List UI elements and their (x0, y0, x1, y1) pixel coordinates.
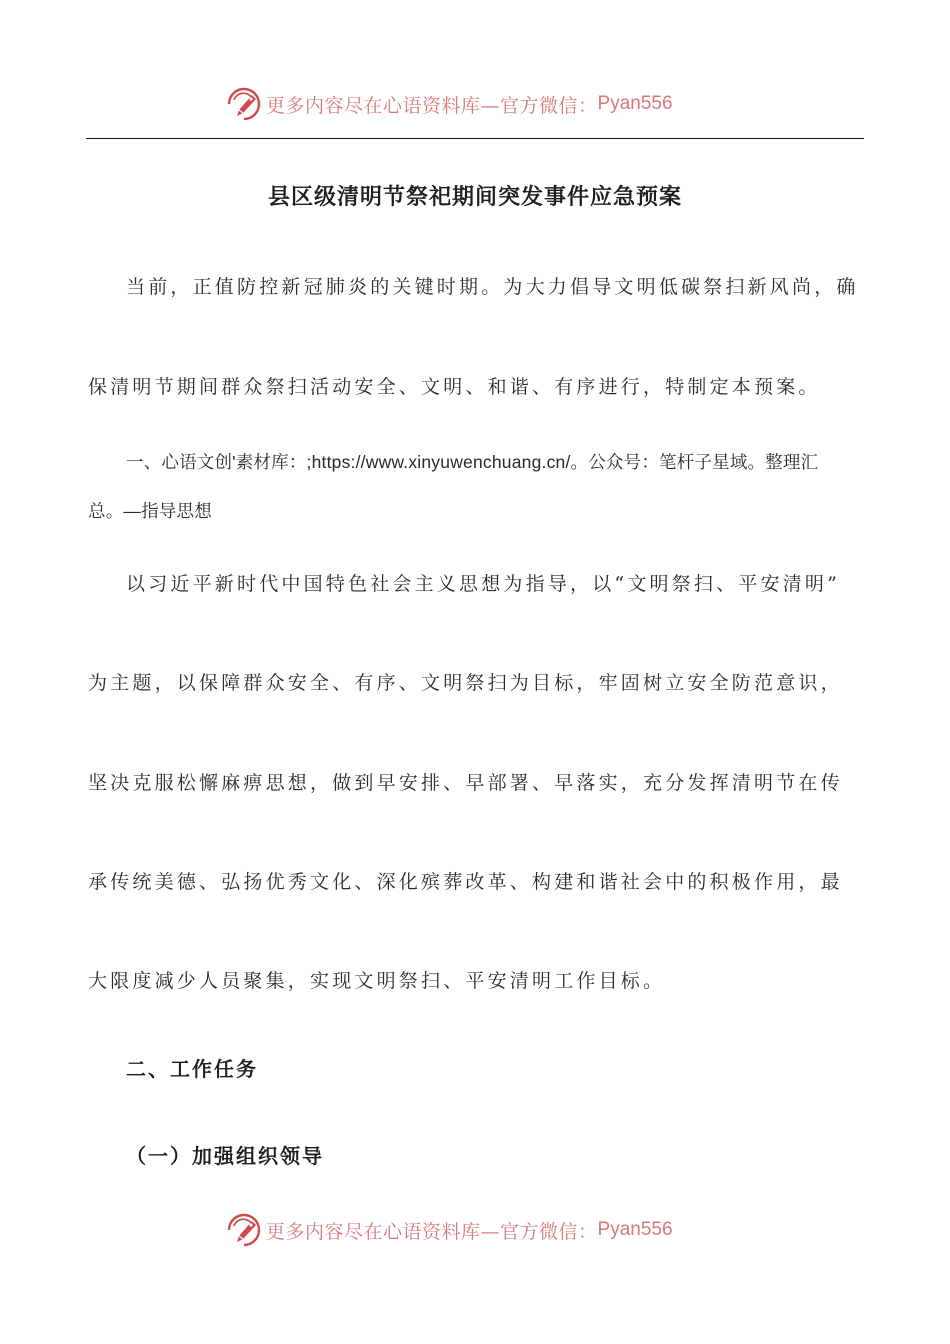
page-title: 县区级清明节祭祀期间突发事件应急预案 (267, 184, 682, 210)
footer-banner (226, 1210, 673, 1250)
section1-body-line-2: 为主题，以保障群众安全、有序、文明祭扫为目标，牢固树立安全防范意识， (88, 672, 843, 694)
banner-wechat-id: Pyan556 (597, 93, 673, 114)
section2-heading: 二、工作任务 (126, 1057, 258, 1081)
section1-heading-line-1: 一、心语文创'素材库：;https://www.xinyuwenchuang.cn/。公众号：笔杆子星域。整理汇 (126, 452, 819, 472)
banner-wechat-id: Pyan556 (597, 1219, 673, 1240)
header-divider (86, 138, 864, 139)
section1-body-line-1: 以习近平新时代中国特色社会主义思想为指导，以“文明祭扫、平安清明” (126, 573, 841, 595)
intro-line-1: 当前，正值防控新冠肺炎的关键时期。为大力倡导文明低碳祭扫新风尚，确 (126, 276, 859, 298)
banner-text: 更多内容尽在心语资料库—官方微信： (266, 94, 598, 117)
banner-text: 更多内容尽在心语资料库—官方微信： (266, 1220, 598, 1243)
section1-body-line-4: 承传统美德、弘扬优秀文化、深化殡葬改革、构建和谐社会中的积极作用，最 (88, 871, 843, 893)
section1-heading-line-2: 总。—指导思想 (88, 501, 212, 521)
section1-body-line-5: 大限度减少人员聚集，实现文明祭扫、平安清明工作目标。 (88, 970, 666, 992)
pen-nib-logo-icon (226, 86, 262, 122)
pen-nib-logo-icon (226, 1212, 262, 1248)
section1-body-line-3: 坚决克服松懈麻痹思想，做到早安排、早部署、早落实，充分发挥清明节在传 (88, 772, 843, 794)
intro-line-2: 保清明节期间群众祭扫活动安全、文明、和谐、有序进行，特制定本预案。 (88, 376, 821, 398)
header-banner (226, 84, 673, 124)
subsection1-heading: （一）加强组织领导 (126, 1144, 324, 1168)
